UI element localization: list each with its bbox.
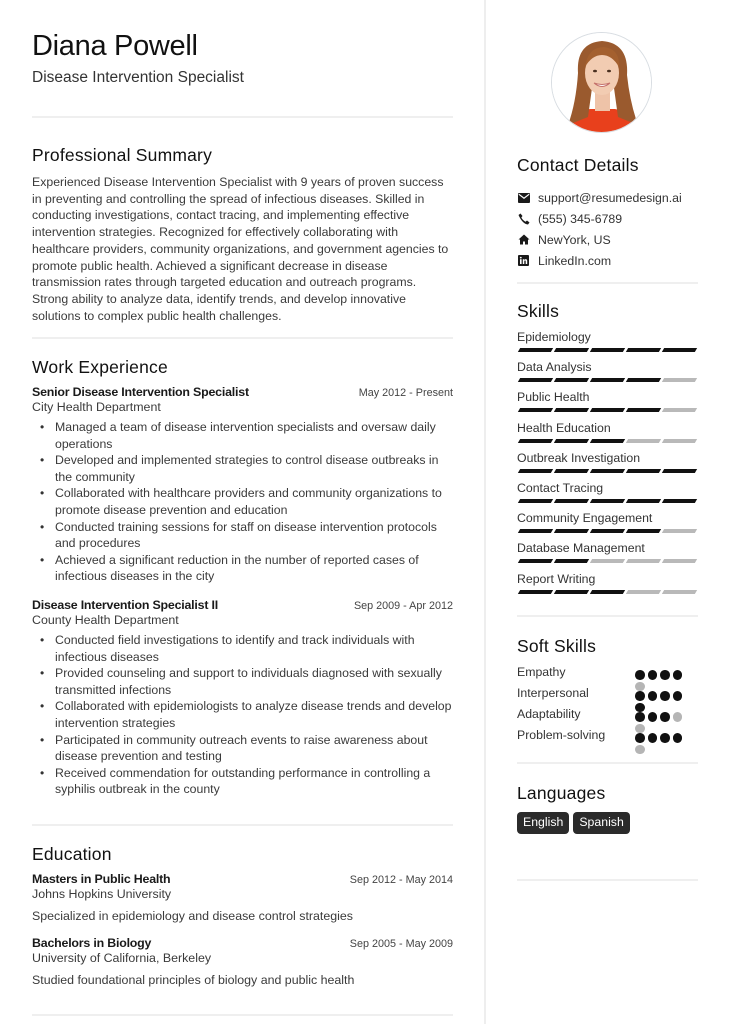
bullet-item: • Received commendation for outstanding performance in controlling a syphilis outbreak in the county: [32, 765, 453, 798]
skill-name: Outbreak Investigation: [517, 450, 641, 465]
divider: [32, 1014, 453, 1016]
job-dates: Sep 2009 - Apr 2012: [353, 600, 453, 612]
skill-level-segment: [590, 408, 625, 412]
skill-level-segment: [662, 439, 697, 443]
rating-dot-icon: [660, 691, 670, 701]
skill-level-segment: [590, 499, 625, 503]
contact-heading: Contact Details: [517, 155, 639, 175]
divider: [517, 762, 698, 764]
skill-level-bar: [517, 559, 698, 563]
soft-skill-rating: [635, 733, 685, 754]
school-name: Johns Hopkins University: [32, 887, 172, 901]
soft-skill-item: [517, 686, 698, 707]
soft-skill-name: Empathy: [517, 665, 566, 679]
divider: [517, 879, 698, 881]
language-badge: Spanish: [573, 812, 629, 834]
job-title: Disease Intervention Specialist II: [32, 598, 219, 612]
education-description: Specialized in epidemiology and disease control strategies: [32, 909, 353, 923]
skill-item: [517, 541, 698, 563]
bullet-item: • Collaborated with epidemiologists to analyze disease trends and develop intervention strategies: [32, 698, 453, 731]
job-dates: May 2012 - Present: [358, 387, 453, 399]
rating-dot-icon: [648, 691, 658, 701]
job-organization: City Health Department: [32, 400, 161, 414]
skill-level-segment: [554, 348, 589, 352]
skill-level-segment: [662, 469, 697, 473]
skill-level-segment: [518, 590, 553, 594]
rating-dot-icon: [660, 712, 670, 722]
skill-level-segment: [554, 469, 589, 473]
contact-email[interactable]: [517, 187, 682, 208]
skill-item: [517, 390, 698, 412]
job-bullets: [32, 632, 453, 798]
languages-heading: Languages: [517, 783, 606, 803]
job-organization: County Health Department: [32, 613, 179, 627]
bullet-item: • Developed and implemented strategies to control disease outbreaks in the community: [32, 452, 453, 485]
skill-level-segment: [590, 529, 625, 533]
soft-skill-name: Problem-solving: [517, 728, 606, 742]
skill-level-segment: [518, 469, 553, 473]
skill-level-bar: [517, 529, 698, 533]
skill-level-segment: [554, 559, 589, 563]
skill-level-segment: [662, 559, 697, 563]
skill-name: Health Education: [517, 420, 611, 435]
skill-level-segment: [590, 469, 625, 473]
candidate-title: Disease Intervention Specialist: [32, 69, 244, 86]
skills-heading: Skills: [517, 301, 560, 321]
rating-dot-icon: [635, 745, 645, 755]
bullet-item: • Achieved a significant reduction in the number of reported cases of infectious diseases in the city: [32, 552, 453, 585]
education-heading: Education: [32, 844, 112, 864]
education-entry: [32, 936, 453, 987]
divider: [517, 615, 698, 617]
home-icon: [517, 233, 530, 246]
skill-item: [517, 481, 698, 503]
rating-dot-icon: [673, 733, 683, 743]
divider: [32, 824, 453, 826]
skill-level-segment: [626, 469, 661, 473]
job-title: Senior Disease Intervention Specialist: [32, 385, 249, 399]
skill-level-segment: [662, 408, 697, 412]
soft-skill-name: Interpersonal: [517, 686, 589, 700]
bullet-item: • Provided counseling and support to individuals diagnosed with sexually transmitted infections: [32, 665, 453, 698]
education-entry: [32, 872, 453, 923]
education-dates: Sep 2012 - May 2014: [349, 874, 453, 886]
skill-level-segment: [554, 590, 589, 594]
contact-linkedin[interactable]: [517, 250, 682, 271]
school-name: University of California, Berkeley: [32, 951, 212, 965]
skill-level-segment: [626, 499, 661, 503]
contact-phone[interactable]: [517, 208, 682, 229]
skill-item: [517, 451, 698, 473]
skill-name: Report Writing: [517, 571, 596, 586]
skill-level-segment: [626, 408, 661, 412]
job-entry: [32, 385, 453, 585]
degree-name: Masters in Public Health: [32, 872, 171, 886]
skill-level-segment: [518, 499, 553, 503]
soft-skill-name: Adaptability: [517, 707, 581, 721]
skill-level-segment: [626, 439, 661, 443]
skill-level-segment: [554, 378, 589, 382]
soft-skill-item: [517, 728, 698, 749]
bullet-item: • Participated in community outreach events to raise awareness about disease prevention and testing: [32, 732, 453, 765]
phone-icon: [517, 212, 530, 225]
language-badge: English: [517, 812, 569, 834]
divider: [517, 282, 698, 284]
bullet-item: • Conducted field investigations to identify and track individuals with infectious diseases: [32, 632, 453, 665]
soft-skill-item: [517, 665, 698, 686]
rating-dot-icon: [673, 691, 683, 701]
skill-name: Database Management: [517, 541, 645, 556]
summary-heading: Professional Summary: [32, 145, 213, 165]
soft-skills-heading: Soft Skills: [517, 636, 597, 656]
soft-skill-item: [517, 707, 698, 728]
skill-level-segment: [626, 529, 661, 533]
contact-list: [517, 187, 682, 271]
skill-level-segment: [518, 378, 553, 382]
skill-level-segment: [626, 348, 661, 352]
contact-phone-text: (555) 345-6789: [538, 211, 623, 226]
bullet-item: • Conducted training sessions for staff on disease intervention protocols and procedures: [32, 519, 453, 552]
skill-level-bar: [517, 439, 698, 443]
skill-level-segment: [518, 439, 553, 443]
skill-name: Data Analysis: [517, 360, 592, 375]
contact-email-text: support@resumedesign.ai: [538, 190, 682, 205]
skill-item: [517, 572, 698, 594]
skill-item: [517, 330, 698, 352]
rating-dot-icon: [660, 733, 670, 743]
skill-name: Public Health: [517, 390, 590, 405]
avatar-portrait-icon: [552, 33, 652, 133]
skill-level-bar: [517, 590, 698, 594]
contact-location: [517, 229, 682, 250]
experience-heading: Work Experience: [32, 357, 168, 377]
profile-photo: [551, 32, 652, 133]
skill-level-segment: [590, 378, 625, 382]
rating-dot-icon: [648, 670, 658, 680]
rating-dot-icon: [673, 670, 683, 680]
education-description: Studied foundational principles of biology and public health: [32, 973, 355, 987]
skill-name: Contact Tracing: [517, 481, 604, 495]
rating-dot-icon: [635, 733, 645, 743]
linkedin-icon: [517, 254, 530, 267]
skill-level-segment: [518, 559, 553, 563]
languages-list: [517, 812, 630, 834]
skill-level-segment: [554, 439, 589, 443]
skill-level-segment: [662, 348, 697, 352]
degree-name: Bachelors in Biology: [32, 936, 152, 950]
job-entry: [32, 598, 453, 798]
candidate-name: Diana Powell: [32, 30, 198, 62]
divider: [32, 337, 453, 339]
rating-dot-icon: [635, 691, 645, 701]
skill-level-bar: [517, 499, 698, 503]
divider: [32, 116, 453, 118]
skill-level-segment: [518, 408, 553, 412]
contact-linkedin-text: LinkedIn.com: [538, 253, 612, 268]
job-bullets: [32, 419, 453, 585]
skill-level-segment: [626, 559, 661, 563]
skill-level-segment: [626, 378, 661, 382]
skill-item: [517, 511, 698, 533]
skill-level-bar: [517, 378, 698, 382]
skill-name: Community Engagement: [517, 511, 653, 526]
rating-dot-icon: [648, 712, 658, 722]
skill-item: [517, 360, 698, 382]
summary-text: Experienced Disease Intervention Specialist with 9 years of proven success in preventing and controlling the spread of infectious diseases. Skilled in conducting investigations, contact tracing, and implementing effective intervention strategies. Recognized for effectively collaborating with healthcare providers, community organizations, and government agencies to promote public health. Achieved a significant decrease in disease transmission rates through targeted education and outreach programs. Strong ability to analyze data, identify trends, and develop innovative solutions to complex public health challenges.: [32, 175, 449, 323]
skill-level-segment: [626, 590, 661, 594]
skill-level-segment: [590, 439, 625, 443]
rating-dot-icon: [648, 733, 658, 743]
skill-level-bar: [517, 348, 698, 352]
contact-location-text: NewYork, US: [538, 232, 611, 247]
bullet-item: • Collaborated with healthcare providers and community organizations to promote disease prevention and education: [32, 485, 453, 518]
skill-level-segment: [554, 499, 589, 503]
skill-level-segment: [662, 499, 697, 503]
skill-level-segment: [554, 529, 589, 533]
rating-dot-icon: [635, 712, 645, 722]
skill-level-bar: [517, 408, 698, 412]
rating-dot-icon: [635, 670, 645, 680]
rating-dot-icon: [660, 670, 670, 680]
skill-level-segment: [662, 590, 697, 594]
skill-level-segment: [590, 348, 625, 352]
column-divider: [484, 0, 486, 1024]
skill-level-segment: [662, 529, 697, 533]
bullet-item: • Managed a team of disease intervention specialists and oversaw daily operations: [32, 419, 453, 452]
skill-level-bar: [517, 469, 698, 473]
skill-level-segment: [590, 559, 625, 563]
envelope-icon: [517, 191, 530, 204]
rating-dot-icon: [673, 712, 683, 722]
skill-level-segment: [554, 408, 589, 412]
skill-level-segment: [518, 529, 553, 533]
skill-name: Epidemiology: [517, 330, 591, 344]
education-dates: Sep 2005 - May 2009: [349, 938, 453, 950]
skill-level-segment: [518, 348, 553, 352]
skill-level-segment: [662, 378, 697, 382]
skill-item: [517, 421, 698, 443]
skill-level-segment: [590, 590, 625, 594]
